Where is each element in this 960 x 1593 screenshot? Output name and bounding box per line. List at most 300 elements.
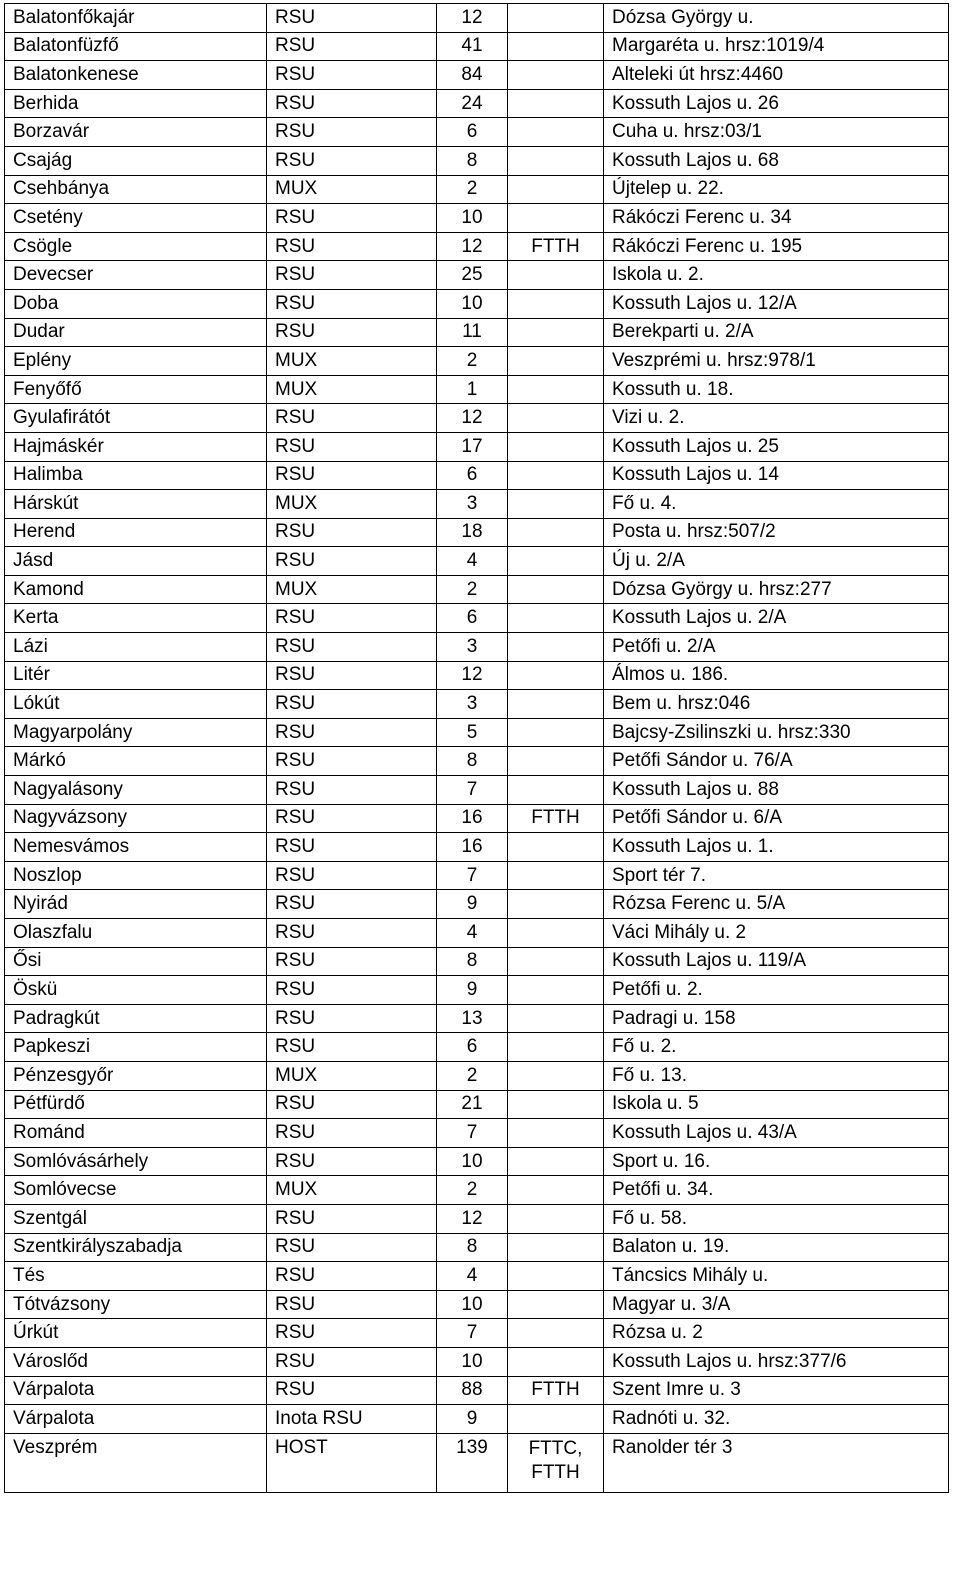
count-cell: 2: [437, 1176, 508, 1205]
table-row: [5, 347, 949, 376]
count-cell: 6: [437, 604, 508, 633]
table-row: [5, 575, 949, 604]
count-cell: 12: [437, 404, 508, 433]
address-cell: Petőfi u. 2/A: [604, 633, 949, 662]
table-row: [5, 4, 949, 33]
node-type-cell: RSU: [267, 804, 437, 833]
node-type-cell: MUX: [267, 1061, 437, 1090]
node-type-cell: RSU: [267, 547, 437, 576]
settlement-cell: Nagyalásony: [5, 776, 267, 805]
table-row: [5, 1061, 949, 1090]
count-cell: 4: [437, 919, 508, 948]
settlement-cell: Gyulafirátót: [5, 404, 267, 433]
table-row: [5, 919, 949, 948]
node-type-cell: RSU: [267, 1233, 437, 1262]
table-row: [5, 232, 949, 261]
table-row: [5, 1004, 949, 1033]
node-type-cell: RSU: [267, 32, 437, 61]
address-cell: Sport u. 16.: [604, 1147, 949, 1176]
address-cell: Rózsa Ferenc u. 5/A: [604, 890, 949, 919]
technology-cell: [508, 1033, 604, 1062]
technology-cell: [508, 1147, 604, 1176]
table-row: [5, 175, 949, 204]
settlement-cell: Várpalota: [5, 1405, 267, 1434]
settlement-cell: Halimba: [5, 461, 267, 490]
table-row: [5, 633, 949, 662]
address-cell: Magyar u. 3/A: [604, 1290, 949, 1319]
node-type-cell: RSU: [267, 947, 437, 976]
settlement-cell: Balatonfőkajár: [5, 4, 267, 33]
address-cell: Alteleki út hrsz:4460: [604, 61, 949, 90]
node-type-cell: RSU: [267, 404, 437, 433]
table-row: [5, 61, 949, 90]
count-cell: 88: [437, 1376, 508, 1405]
address-cell: Padragi u. 158: [604, 1004, 949, 1033]
address-cell: Kossuth Lajos u. 43/A: [604, 1119, 949, 1148]
settlement-cell: Balatonfüzfő: [5, 32, 267, 61]
technology-cell: [508, 1204, 604, 1233]
count-cell: 8: [437, 947, 508, 976]
technology-cell: [508, 633, 604, 662]
node-type-cell: MUX: [267, 490, 437, 519]
technology-cell: [508, 1347, 604, 1376]
table-row: [5, 1405, 949, 1434]
technology-cell: [508, 1090, 604, 1119]
address-cell: Kossuth Lajos u. 12/A: [604, 289, 949, 318]
technology-cell: [508, 947, 604, 976]
technology-cell: [508, 604, 604, 633]
table-row: [5, 1147, 949, 1176]
count-cell: 7: [437, 1319, 508, 1348]
technology-cell: [508, 833, 604, 862]
node-type-cell: RSU: [267, 1204, 437, 1233]
node-type-cell: HOST: [267, 1433, 437, 1492]
technology-cell: [508, 1119, 604, 1148]
address-cell: Kossuth Lajos u. 68: [604, 146, 949, 175]
count-cell: 6: [437, 461, 508, 490]
table-row: [5, 1290, 949, 1319]
node-type-cell: RSU: [267, 1347, 437, 1376]
settlement-cell: Hárskút: [5, 490, 267, 519]
technology-cell: [508, 61, 604, 90]
address-cell: Balaton u. 19.: [604, 1233, 949, 1262]
count-cell: 21: [437, 1090, 508, 1119]
count-cell: 10: [437, 1347, 508, 1376]
count-cell: 12: [437, 4, 508, 33]
settlement-cell: Olaszfalu: [5, 919, 267, 948]
address-cell: Petőfi Sándor u. 76/A: [604, 747, 949, 776]
node-type-cell: MUX: [267, 575, 437, 604]
technology-cell: [508, 1405, 604, 1434]
count-cell: 1: [437, 375, 508, 404]
address-cell: Vizi u. 2.: [604, 404, 949, 433]
address-cell: Bem u. hrsz:046: [604, 690, 949, 719]
count-cell: 18: [437, 518, 508, 547]
count-cell: 8: [437, 146, 508, 175]
settlement-cell: Magyarpolány: [5, 718, 267, 747]
count-cell: 10: [437, 1147, 508, 1176]
node-type-cell: RSU: [267, 518, 437, 547]
table-row: [5, 1233, 949, 1262]
settlement-cell: Csögle: [5, 232, 267, 261]
address-cell: Margaréta u. hrsz:1019/4: [604, 32, 949, 61]
site-table: [4, 3, 949, 1493]
settlement-cell: Veszprém: [5, 1433, 267, 1492]
table-row: [5, 375, 949, 404]
address-cell: Cuha u. hrsz:03/1: [604, 118, 949, 147]
address-cell: Kossuth Lajos u. 14: [604, 461, 949, 490]
node-type-cell: RSU: [267, 776, 437, 805]
count-cell: 2: [437, 175, 508, 204]
table-row: [5, 118, 949, 147]
node-type-cell: RSU: [267, 204, 437, 233]
table-row: [5, 404, 949, 433]
table-row: [5, 604, 949, 633]
settlement-cell: Szentgál: [5, 1204, 267, 1233]
technology-cell: [508, 461, 604, 490]
technology-cell: [508, 375, 604, 404]
technology-cell: [508, 1061, 604, 1090]
node-type-cell: RSU: [267, 1004, 437, 1033]
count-cell: 8: [437, 1233, 508, 1262]
node-type-cell: RSU: [267, 432, 437, 461]
technology-cell: [508, 32, 604, 61]
settlement-cell: Pétfürdő: [5, 1090, 267, 1119]
count-cell: 11: [437, 318, 508, 347]
node-type-cell: MUX: [267, 1176, 437, 1205]
technology-cell: [508, 118, 604, 147]
technology-cell: [508, 890, 604, 919]
technology-cell: [508, 518, 604, 547]
table-row: [5, 947, 949, 976]
count-cell: 8: [437, 747, 508, 776]
table-row: [5, 1347, 949, 1376]
settlement-cell: Papkeszi: [5, 1033, 267, 1062]
node-type-cell: RSU: [267, 890, 437, 919]
technology-cell: [508, 1176, 604, 1205]
table-row: [5, 1376, 949, 1405]
settlement-cell: Szentkirályszabadja: [5, 1233, 267, 1262]
address-cell: Fő u. 13.: [604, 1061, 949, 1090]
settlement-cell: Csetény: [5, 204, 267, 233]
address-cell: Berekparti u. 2/A: [604, 318, 949, 347]
address-cell: Kossuth u. 18.: [604, 375, 949, 404]
address-cell: Iskola u. 2.: [604, 261, 949, 290]
count-cell: 12: [437, 661, 508, 690]
table-row: [5, 776, 949, 805]
count-cell: 7: [437, 1119, 508, 1148]
count-cell: 16: [437, 833, 508, 862]
table-row: [5, 1119, 949, 1148]
address-cell: Petőfi Sándor u. 6/A: [604, 804, 949, 833]
address-cell: Kossuth Lajos u. hrsz:377/6: [604, 1347, 949, 1376]
settlement-cell: Hajmáskér: [5, 432, 267, 461]
technology-cell: [508, 490, 604, 519]
address-cell: Kossuth Lajos u. 2/A: [604, 604, 949, 633]
settlement-cell: Kamond: [5, 575, 267, 604]
count-cell: 7: [437, 861, 508, 890]
address-cell: Kossuth Lajos u. 25: [604, 432, 949, 461]
node-type-cell: RSU: [267, 1090, 437, 1119]
technology-cell: [508, 432, 604, 461]
count-cell: 3: [437, 633, 508, 662]
settlement-cell: Litér: [5, 661, 267, 690]
count-cell: 6: [437, 118, 508, 147]
technology-cell: [508, 261, 604, 290]
node-type-cell: RSU: [267, 661, 437, 690]
count-cell: 41: [437, 32, 508, 61]
node-type-cell: RSU: [267, 318, 437, 347]
settlement-cell: Márkó: [5, 747, 267, 776]
table-row: [5, 1319, 949, 1348]
table-row: [5, 833, 949, 862]
table-row: [5, 518, 949, 547]
count-cell: 6: [437, 1033, 508, 1062]
node-type-cell: RSU: [267, 976, 437, 1005]
settlement-cell: Öskü: [5, 976, 267, 1005]
node-type-cell: RSU: [267, 118, 437, 147]
settlement-cell: Eplény: [5, 347, 267, 376]
address-cell: Ranolder tér 3: [604, 1433, 949, 1492]
count-cell: 139: [437, 1433, 508, 1492]
address-cell: Táncsics Mihály u.: [604, 1262, 949, 1291]
count-cell: 13: [437, 1004, 508, 1033]
count-cell: 5: [437, 718, 508, 747]
settlement-cell: Pénzesgyőr: [5, 1061, 267, 1090]
technology-cell: [508, 547, 604, 576]
address-cell: Iskola u. 5: [604, 1090, 949, 1119]
table-row: [5, 32, 949, 61]
node-type-cell: RSU: [267, 861, 437, 890]
table-row: [5, 89, 949, 118]
node-type-cell: MUX: [267, 347, 437, 376]
technology-cell: [508, 289, 604, 318]
settlement-cell: Balatonkenese: [5, 61, 267, 90]
count-cell: 4: [437, 1262, 508, 1291]
count-cell: 10: [437, 1290, 508, 1319]
address-cell: Rákóczi Ferenc u. 195: [604, 232, 949, 261]
table-row: [5, 432, 949, 461]
address-cell: Veszprémi u. hrsz:978/1: [604, 347, 949, 376]
node-type-cell: RSU: [267, 1290, 437, 1319]
settlement-cell: Somlóvásárhely: [5, 1147, 267, 1176]
settlement-cell: Padragkút: [5, 1004, 267, 1033]
settlement-cell: Dudar: [5, 318, 267, 347]
table-row: [5, 204, 949, 233]
technology-cell: [508, 404, 604, 433]
settlement-cell: Noszlop: [5, 861, 267, 890]
technology-cell: FTTH: [508, 1376, 604, 1405]
technology-cell: [508, 976, 604, 1005]
settlement-cell: Várpalota: [5, 1376, 267, 1405]
node-type-cell: RSU: [267, 232, 437, 261]
settlement-cell: Nemesvámos: [5, 833, 267, 862]
technology-cell: [508, 1233, 604, 1262]
table-row: [5, 804, 949, 833]
table-row: [5, 146, 949, 175]
technology-cell: [508, 690, 604, 719]
count-cell: 3: [437, 490, 508, 519]
address-cell: Álmos u. 186.: [604, 661, 949, 690]
address-cell: Dózsa György u. hrsz:277: [604, 575, 949, 604]
address-cell: Kossuth Lajos u. 88: [604, 776, 949, 805]
count-cell: 9: [437, 890, 508, 919]
node-type-cell: RSU: [267, 1119, 437, 1148]
settlement-cell: Csajág: [5, 146, 267, 175]
settlement-cell: Berhida: [5, 89, 267, 118]
table-row: [5, 1204, 949, 1233]
technology-cell: [508, 175, 604, 204]
settlement-cell: Jásd: [5, 547, 267, 576]
table-row: [5, 1176, 949, 1205]
settlement-cell: Csehbánya: [5, 175, 267, 204]
address-cell: Új u. 2/A: [604, 547, 949, 576]
technology-cell: [508, 1004, 604, 1033]
table-row: [5, 661, 949, 690]
address-cell: Petőfi u. 2.: [604, 976, 949, 1005]
technology-cell: [508, 747, 604, 776]
settlement-cell: Úrkút: [5, 1319, 267, 1348]
technology-cell: [508, 861, 604, 890]
node-type-cell: RSU: [267, 4, 437, 33]
settlement-cell: Devecser: [5, 261, 267, 290]
address-cell: Rózsa u. 2: [604, 1319, 949, 1348]
settlement-cell: Nagyvázsony: [5, 804, 267, 833]
count-cell: 24: [437, 89, 508, 118]
node-type-cell: RSU: [267, 461, 437, 490]
node-type-cell: RSU: [267, 146, 437, 175]
count-cell: 3: [437, 690, 508, 719]
table-row: [5, 1090, 949, 1119]
settlement-cell: Doba: [5, 289, 267, 318]
technology-cell: [508, 1262, 604, 1291]
table-row: [5, 1433, 949, 1492]
settlement-cell: Tótvázsony: [5, 1290, 267, 1319]
count-cell: 2: [437, 1061, 508, 1090]
settlement-cell: Ősi: [5, 947, 267, 976]
node-type-cell: RSU: [267, 833, 437, 862]
technology-cell: [508, 347, 604, 376]
table-row: [5, 747, 949, 776]
count-cell: 16: [437, 804, 508, 833]
table-row: [5, 318, 949, 347]
address-cell: Radnóti u. 32.: [604, 1405, 949, 1434]
node-type-cell: RSU: [267, 1033, 437, 1062]
node-type-cell: RSU: [267, 633, 437, 662]
settlement-cell: Nyirád: [5, 890, 267, 919]
table-row: [5, 461, 949, 490]
technology-cell: [508, 661, 604, 690]
address-cell: Sport tér 7.: [604, 861, 949, 890]
address-cell: Kossuth Lajos u. 26: [604, 89, 949, 118]
address-cell: Kossuth Lajos u. 119/A: [604, 947, 949, 976]
settlement-cell: Borzavár: [5, 118, 267, 147]
settlement-cell: Lókút: [5, 690, 267, 719]
table-row: [5, 1262, 949, 1291]
count-cell: 10: [437, 204, 508, 233]
table-row: [5, 890, 949, 919]
node-type-cell: MUX: [267, 375, 437, 404]
node-type-cell: Inota RSU: [267, 1405, 437, 1434]
address-cell: Dózsa György u.: [604, 4, 949, 33]
count-cell: 2: [437, 347, 508, 376]
technology-cell: [508, 1290, 604, 1319]
count-cell: 7: [437, 776, 508, 805]
count-cell: 4: [437, 547, 508, 576]
technology-cell: [508, 318, 604, 347]
address-cell: Szent Imre u. 3: [604, 1376, 949, 1405]
technology-cell: FTTC, FTTH: [508, 1433, 604, 1492]
technology-cell: [508, 575, 604, 604]
count-cell: 10: [437, 289, 508, 318]
settlement-cell: Somlóvecse: [5, 1176, 267, 1205]
count-cell: 17: [437, 432, 508, 461]
site-table-body: [5, 4, 949, 1493]
technology-cell: [508, 919, 604, 948]
address-cell: Váci Mihály u. 2: [604, 919, 949, 948]
node-type-cell: RSU: [267, 1319, 437, 1348]
settlement-cell: Városlőd: [5, 1347, 267, 1376]
address-cell: Fő u. 58.: [604, 1204, 949, 1233]
table-row: [5, 1033, 949, 1062]
technology-cell: FTTH: [508, 232, 604, 261]
table-row: [5, 690, 949, 719]
node-type-cell: RSU: [267, 89, 437, 118]
table-row: [5, 490, 949, 519]
table-row: [5, 261, 949, 290]
address-cell: Bajcsy-Zsilinszki u. hrsz:330: [604, 718, 949, 747]
settlement-cell: Románd: [5, 1119, 267, 1148]
settlement-cell: Herend: [5, 518, 267, 547]
technology-cell: [508, 718, 604, 747]
technology-cell: [508, 146, 604, 175]
table-row: [5, 976, 949, 1005]
settlement-cell: Fenyőfő: [5, 375, 267, 404]
address-cell: Petőfi u. 34.: [604, 1176, 949, 1205]
address-cell: Fő u. 2.: [604, 1033, 949, 1062]
table-row: [5, 861, 949, 890]
address-cell: Rákóczi Ferenc u. 34: [604, 204, 949, 233]
settlement-cell: Kerta: [5, 604, 267, 633]
node-type-cell: RSU: [267, 289, 437, 318]
technology-cell: [508, 89, 604, 118]
count-cell: 2: [437, 575, 508, 604]
node-type-cell: RSU: [267, 690, 437, 719]
node-type-cell: RSU: [267, 718, 437, 747]
technology-cell: [508, 4, 604, 33]
node-type-cell: RSU: [267, 604, 437, 633]
technology-cell: [508, 204, 604, 233]
count-cell: 25: [437, 261, 508, 290]
node-type-cell: RSU: [267, 1147, 437, 1176]
count-cell: 84: [437, 61, 508, 90]
node-type-cell: MUX: [267, 175, 437, 204]
count-cell: 9: [437, 1405, 508, 1434]
address-cell: Fő u. 4.: [604, 490, 949, 519]
node-type-cell: RSU: [267, 261, 437, 290]
address-cell: Újtelep u. 22.: [604, 175, 949, 204]
count-cell: 12: [437, 1204, 508, 1233]
table-row: [5, 718, 949, 747]
table-row: [5, 547, 949, 576]
technology-cell: [508, 1319, 604, 1348]
node-type-cell: RSU: [267, 747, 437, 776]
address-cell: Posta u. hrsz:507/2: [604, 518, 949, 547]
settlement-cell: Lázi: [5, 633, 267, 662]
technology-cell: FTTH: [508, 804, 604, 833]
count-cell: 9: [437, 976, 508, 1005]
count-cell: 12: [437, 232, 508, 261]
